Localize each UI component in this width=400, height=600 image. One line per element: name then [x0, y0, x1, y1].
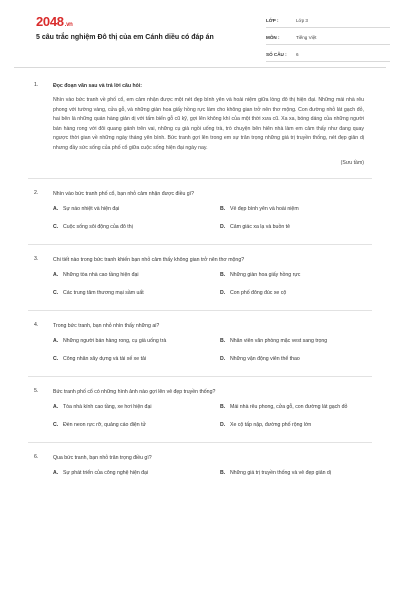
- logo-text: 2048: [36, 14, 64, 29]
- meta-row-class: [266, 14, 390, 28]
- question-list: [14, 178, 386, 478]
- option-text: Mái nhà rêu phong, cửa gỗ, con đường lát gạch đỏ: [230, 403, 348, 410]
- question-text: Nhìn vào bức tranh phố cổ, bạn nhỏ cảm nhận được điều gì?: [53, 190, 194, 197]
- document-header: [14, 0, 386, 68]
- option-text: Công nhân xây dựng và tài xế xe tải: [63, 355, 147, 362]
- option-letter: C.: [53, 421, 59, 428]
- question-number: 3.: [34, 255, 39, 262]
- option-text: Những người bán hàng rong, cụ già uống trà: [63, 337, 167, 344]
- option-text: Các trung tâm thương mại sầm uất: [63, 289, 144, 296]
- meta-value: Lớp 3: [296, 18, 308, 23]
- answer-option[interactable]: [220, 224, 380, 232]
- answer-option[interactable]: [53, 470, 220, 478]
- reading-passage: Nhìn vào bức tranh về phố cổ, em cảm nhận được một nét đẹp bình yên và hoài niệm giữa lòng đô thị hiện đại. Những mái nhà rêu phong với tường vàng, cửa gỗ, và những giàn hoa giấy hồng rực làm cho không gian trở nên thơ mộng. Con đường nhỏ lát gạch đỏ, hai bên là những quán hàng giản dị với tấm biển gỗ cũ kỹ, gợi lên không khí của một thời xưa cũ. Xa xa, bóng dáng của những người bán hàng rong với đôi quang gánh trên vai, những cụ già ngồi uống trà, trò chuyện bên hiên nhà làm em cảm thấy như đang quay ngược thời gian về những ngày tháng yên bình. Bức tranh gợi lên trong em sự trân trọng những giá trị truyền thống, nét đẹp giản dị nhưng đầy sức sống của phố cổ giữa cuộc sống hiện đại ngày nay.: [53, 97, 364, 151]
- question-header: [14, 454, 386, 462]
- logo-suffix: .vn: [64, 22, 73, 28]
- meta-row-subject: [266, 31, 390, 45]
- option-text: Những tòa nhà cao tầng hiện đại: [63, 271, 139, 278]
- answer-option[interactable]: [53, 224, 220, 232]
- answer-option[interactable]: [220, 272, 380, 280]
- meta-key: SỐ CÂU :: [266, 52, 287, 57]
- meta-key: LỚP :: [266, 18, 279, 23]
- answer-option[interactable]: [53, 206, 220, 214]
- option-text: Xe cộ tấp nập, đường phố rộng lớn: [230, 421, 312, 428]
- question-text: Qua bức tranh, bạn nhỏ trân trọng điều gì?: [53, 454, 152, 461]
- question-number: 1.: [34, 82, 39, 88]
- site-logo[interactable]: [36, 14, 73, 29]
- question-number: 5.: [34, 387, 39, 394]
- meta-key: MÔN :: [266, 35, 280, 40]
- question-number: 6.: [34, 453, 39, 460]
- option-letter: D.: [220, 421, 226, 428]
- question-header: [14, 190, 386, 198]
- option-letter: B.: [220, 469, 226, 476]
- question-4: [14, 322, 386, 364]
- answer-options: [53, 470, 386, 478]
- answer-option[interactable]: [220, 356, 380, 364]
- question-6: [14, 454, 386, 478]
- answer-option[interactable]: [53, 272, 220, 280]
- option-letter: A.: [53, 205, 59, 212]
- option-text: Cuộc sống sôi động của đô thị: [63, 223, 133, 230]
- question-text: Trong bức tranh, bạn nhỏ nhìn thấy những ai?: [53, 322, 160, 329]
- option-letter: A.: [53, 271, 59, 278]
- option-text: Sự phát triển của công nghệ hiện đại: [63, 469, 149, 476]
- answer-options: [53, 338, 386, 364]
- answer-option[interactable]: [220, 206, 380, 214]
- question-5: [14, 388, 386, 430]
- answer-options: [53, 206, 386, 232]
- option-text: Vẻ đẹp bình yên và hoài niệm: [230, 205, 299, 212]
- meta-value: 6: [296, 52, 299, 57]
- option-letter: D.: [220, 289, 226, 296]
- question-divider: [28, 178, 372, 179]
- meta-table: [266, 14, 390, 65]
- answer-option[interactable]: [53, 404, 220, 412]
- document-title: 5 câu trắc nghiệm Đô thị của em Cánh diều có đáp án: [36, 34, 214, 41]
- answer-options: [53, 404, 386, 430]
- question-divider: [28, 244, 372, 245]
- question-number: 4.: [34, 321, 39, 328]
- answer-option[interactable]: [53, 356, 220, 364]
- option-letter: C.: [53, 289, 59, 296]
- option-letter: A.: [53, 403, 59, 410]
- question-3: [14, 256, 386, 298]
- question-header: [14, 388, 386, 396]
- option-text: Con phố đông đúc xe cộ: [230, 289, 287, 296]
- option-text: Những vận động viên thể thao: [230, 355, 300, 362]
- option-letter: C.: [53, 355, 59, 362]
- option-letter: D.: [220, 223, 226, 230]
- option-text: Đèn neon rực rỡ, quảng cáo điện tử: [63, 421, 147, 428]
- question-divider: [28, 442, 372, 443]
- question-2: [14, 190, 386, 232]
- question-header: [14, 256, 386, 264]
- option-letter: B.: [220, 337, 226, 344]
- answer-option[interactable]: [220, 422, 380, 430]
- answer-options: [53, 272, 386, 298]
- question-divider: [28, 310, 372, 311]
- option-letter: C.: [53, 223, 59, 230]
- meta-value: Tiếng Việt: [296, 35, 317, 40]
- question-1: [14, 82, 386, 90]
- option-text: Nhân viên văn phòng mặc vest sang trọng: [230, 337, 328, 344]
- question-header: [14, 322, 386, 330]
- option-letter: B.: [220, 205, 226, 212]
- answer-option[interactable]: [220, 290, 380, 298]
- answer-option[interactable]: [220, 470, 380, 478]
- option-text: Tòa nhà kính cao tầng, xe hơi hiện đại: [63, 403, 152, 410]
- option-letter: B.: [220, 403, 226, 410]
- answer-option[interactable]: [53, 290, 220, 298]
- question-text: Đọc đoạn văn sau và trả lời câu hỏi:: [53, 83, 143, 89]
- option-text: Sự náo nhiệt và hiện đại: [63, 205, 120, 212]
- option-letter: A.: [53, 469, 59, 476]
- answer-option[interactable]: [220, 404, 380, 412]
- question-text: Chi tiết nào trong bức tranh khiến bạn nhỏ cảm thấy không gian trở nên thơ mộng?: [53, 256, 245, 263]
- option-text: Những giàn hoa giấy hồng rực: [230, 271, 301, 278]
- question-text: Bức tranh phố cổ có những hình ảnh nào gợi lên vẻ đẹp truyền thống?: [53, 388, 216, 395]
- option-text: Cảm giác xa lạ và buồn tẻ: [230, 223, 290, 230]
- question-divider: [28, 376, 372, 377]
- passage-source: (Sưu tầm): [340, 159, 364, 166]
- option-text: Những giá trị truyền thống và vẻ đẹp giản dị: [230, 469, 331, 476]
- answer-option[interactable]: [53, 338, 220, 346]
- answer-option[interactable]: [220, 338, 380, 346]
- meta-row-count: [266, 48, 390, 62]
- answer-option[interactable]: [53, 422, 220, 430]
- option-letter: B.: [220, 271, 226, 278]
- option-letter: A.: [53, 337, 59, 344]
- option-letter: D.: [220, 355, 226, 362]
- question-number: 2.: [34, 189, 39, 196]
